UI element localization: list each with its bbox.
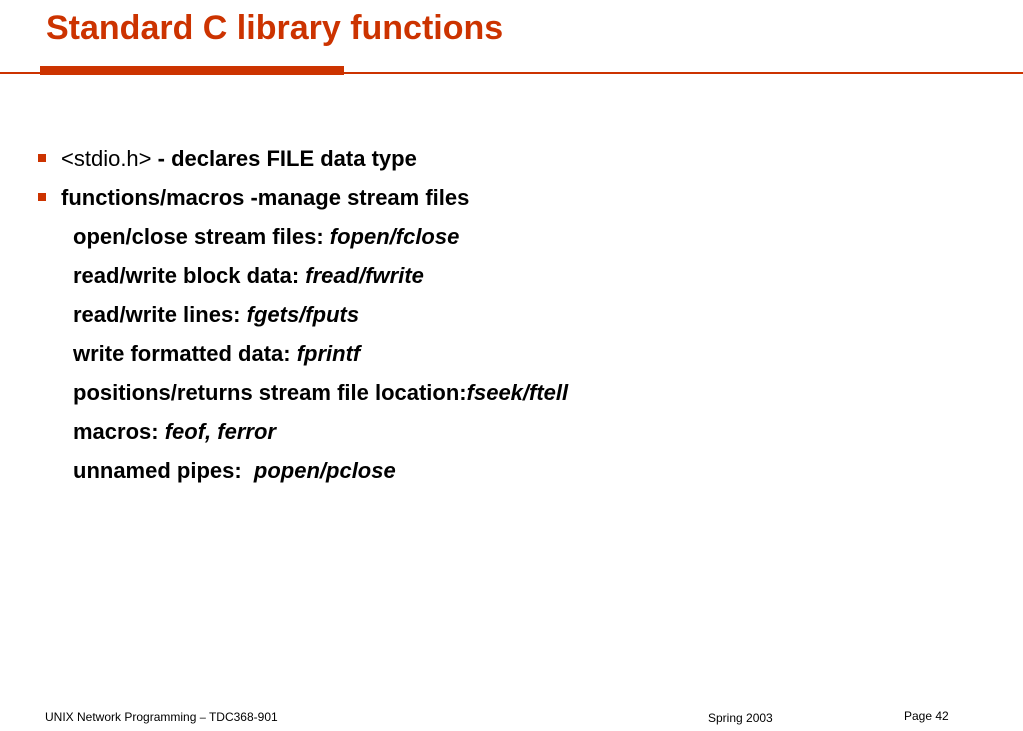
title-underline-accent xyxy=(40,66,344,75)
sub-item-text xyxy=(73,373,568,412)
sub-item-label: unnamed pipes: xyxy=(73,458,254,483)
sub-item-text xyxy=(73,451,396,490)
footer-course xyxy=(45,710,278,724)
header-name: <stdio.h> xyxy=(61,146,152,171)
slide-content xyxy=(36,139,976,490)
sub-item-label: positions/returns stream file location: xyxy=(73,380,467,405)
footer-term: Spring 2003 xyxy=(708,711,773,725)
sub-item-value: fprintf xyxy=(296,341,361,366)
sub-item xyxy=(36,295,976,334)
sub-item-label: open/close stream files: xyxy=(73,224,330,249)
bullet-item-functions xyxy=(36,178,976,217)
sub-item-text xyxy=(73,412,276,451)
sub-item-text xyxy=(73,217,459,256)
sub-item-text xyxy=(73,256,424,295)
sub-item xyxy=(36,412,976,451)
bullet-item-stdio xyxy=(36,139,976,178)
sub-item-value: popen/pclose xyxy=(253,458,396,483)
footer-page-number: Page 42 xyxy=(904,709,949,723)
square-bullet-icon xyxy=(38,154,46,162)
sub-item xyxy=(36,334,976,373)
sub-item-label: write formatted data: xyxy=(73,341,297,366)
bullet-text: functions/macros -manage stream files xyxy=(61,185,470,210)
sub-item-value: fread/fwrite xyxy=(305,263,424,288)
sub-item xyxy=(36,373,976,412)
sub-item-value: feof, ferror xyxy=(164,419,276,444)
sub-item xyxy=(36,217,976,256)
slide-title: Standard C library functions xyxy=(46,9,504,47)
sub-item-label: read/write block data: xyxy=(73,263,306,288)
sub-item-value: fopen/fclose xyxy=(329,224,460,249)
footer-course-prefix: UNIX Network Programming xyxy=(45,710,200,724)
footer-dash: – xyxy=(199,712,206,724)
sub-item xyxy=(36,256,976,295)
sub-item-text xyxy=(73,334,360,373)
bullet-text xyxy=(61,139,417,178)
sub-item-value: fgets/fputs xyxy=(246,302,360,327)
sub-item-label: macros: xyxy=(73,419,165,444)
header-description: - declares FILE data type xyxy=(151,146,417,171)
sub-item-text xyxy=(73,295,359,334)
sub-item-label: read/write lines: xyxy=(73,302,247,327)
footer-course-code: TDC368-901 xyxy=(205,710,278,724)
sub-item xyxy=(36,451,976,490)
sub-item-value: fseek/ftell xyxy=(466,380,569,405)
square-bullet-icon xyxy=(38,193,46,201)
